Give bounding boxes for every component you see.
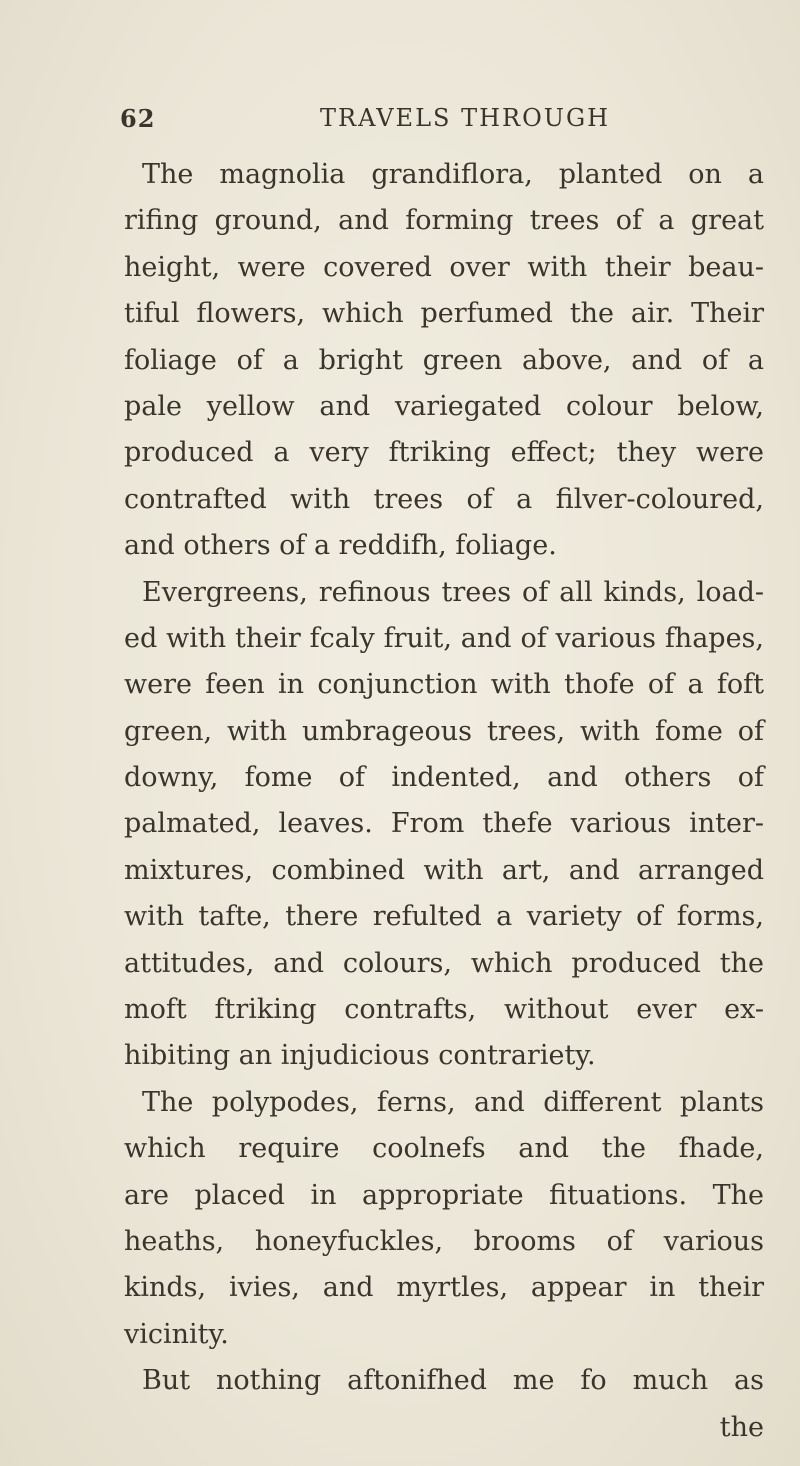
text-line: The magnolia grandiflora, planted on a xyxy=(142,159,764,190)
text-line: are placed in appropriate fituations. The xyxy=(124,1179,764,1211)
text-line: height, were covered over with their beau- xyxy=(124,251,764,283)
text-line: with tafte, there refulted a variety of forms, xyxy=(124,901,764,933)
text-line: ed with their fcaly fruit, and of various fhapes, xyxy=(124,622,764,654)
text-line: and others of a reddifh, foliage. xyxy=(124,530,557,562)
text-line: moft ftriking contrafts, without ever ex- xyxy=(124,994,764,1026)
text-line: heaths, honeyfuckles, brooms of various xyxy=(124,1225,764,1257)
text-line: downy, fome of indented, and others of xyxy=(124,762,764,794)
text-line: rifing ground, and forming trees of a great xyxy=(124,205,764,237)
text-line: But nothing aftonifhed me fo much as xyxy=(142,1365,764,1397)
catchword: the xyxy=(719,1411,764,1443)
text-line: contrafted with trees of a filver-coloured, xyxy=(124,483,764,515)
text-line: produced a very ftriking effect; they were xyxy=(124,437,764,469)
text-line: The polypodes, ferns, and different plants xyxy=(142,1086,764,1118)
text-line: kinds, ivies, and myrtles, appear in their xyxy=(124,1272,764,1304)
text-line: mixtures, combined with art, and arranged xyxy=(124,854,764,886)
text-line: attitudes, and colours, which produced the xyxy=(124,947,764,979)
text-line: were feen in conjunction with thofe of a foft xyxy=(124,669,764,701)
page-number: 62 xyxy=(120,104,156,133)
text-line: green, with umbrageous trees, with fome of xyxy=(124,715,764,747)
text-line: tiful flowers, which perfumed the air. Their xyxy=(124,298,764,330)
text-line: hibiting an injudicious contrariety. xyxy=(124,1040,596,1072)
running-head: TRAVELS THROUGH xyxy=(320,104,611,132)
text-line: palmated, leaves. From thefe various inter- xyxy=(124,808,764,840)
page-header xyxy=(120,104,760,144)
text-line: vicinity. xyxy=(124,1318,229,1350)
text-line: Evergreens, refinous trees of all kinds, load- xyxy=(142,576,764,608)
text-line: which require coolnefs and the fhade, xyxy=(124,1133,764,1165)
text-line: pale yellow and variegated colour below, xyxy=(124,390,764,422)
text-line: foliage of a bright green above, and of a xyxy=(124,344,764,376)
body-text xyxy=(124,152,764,1451)
